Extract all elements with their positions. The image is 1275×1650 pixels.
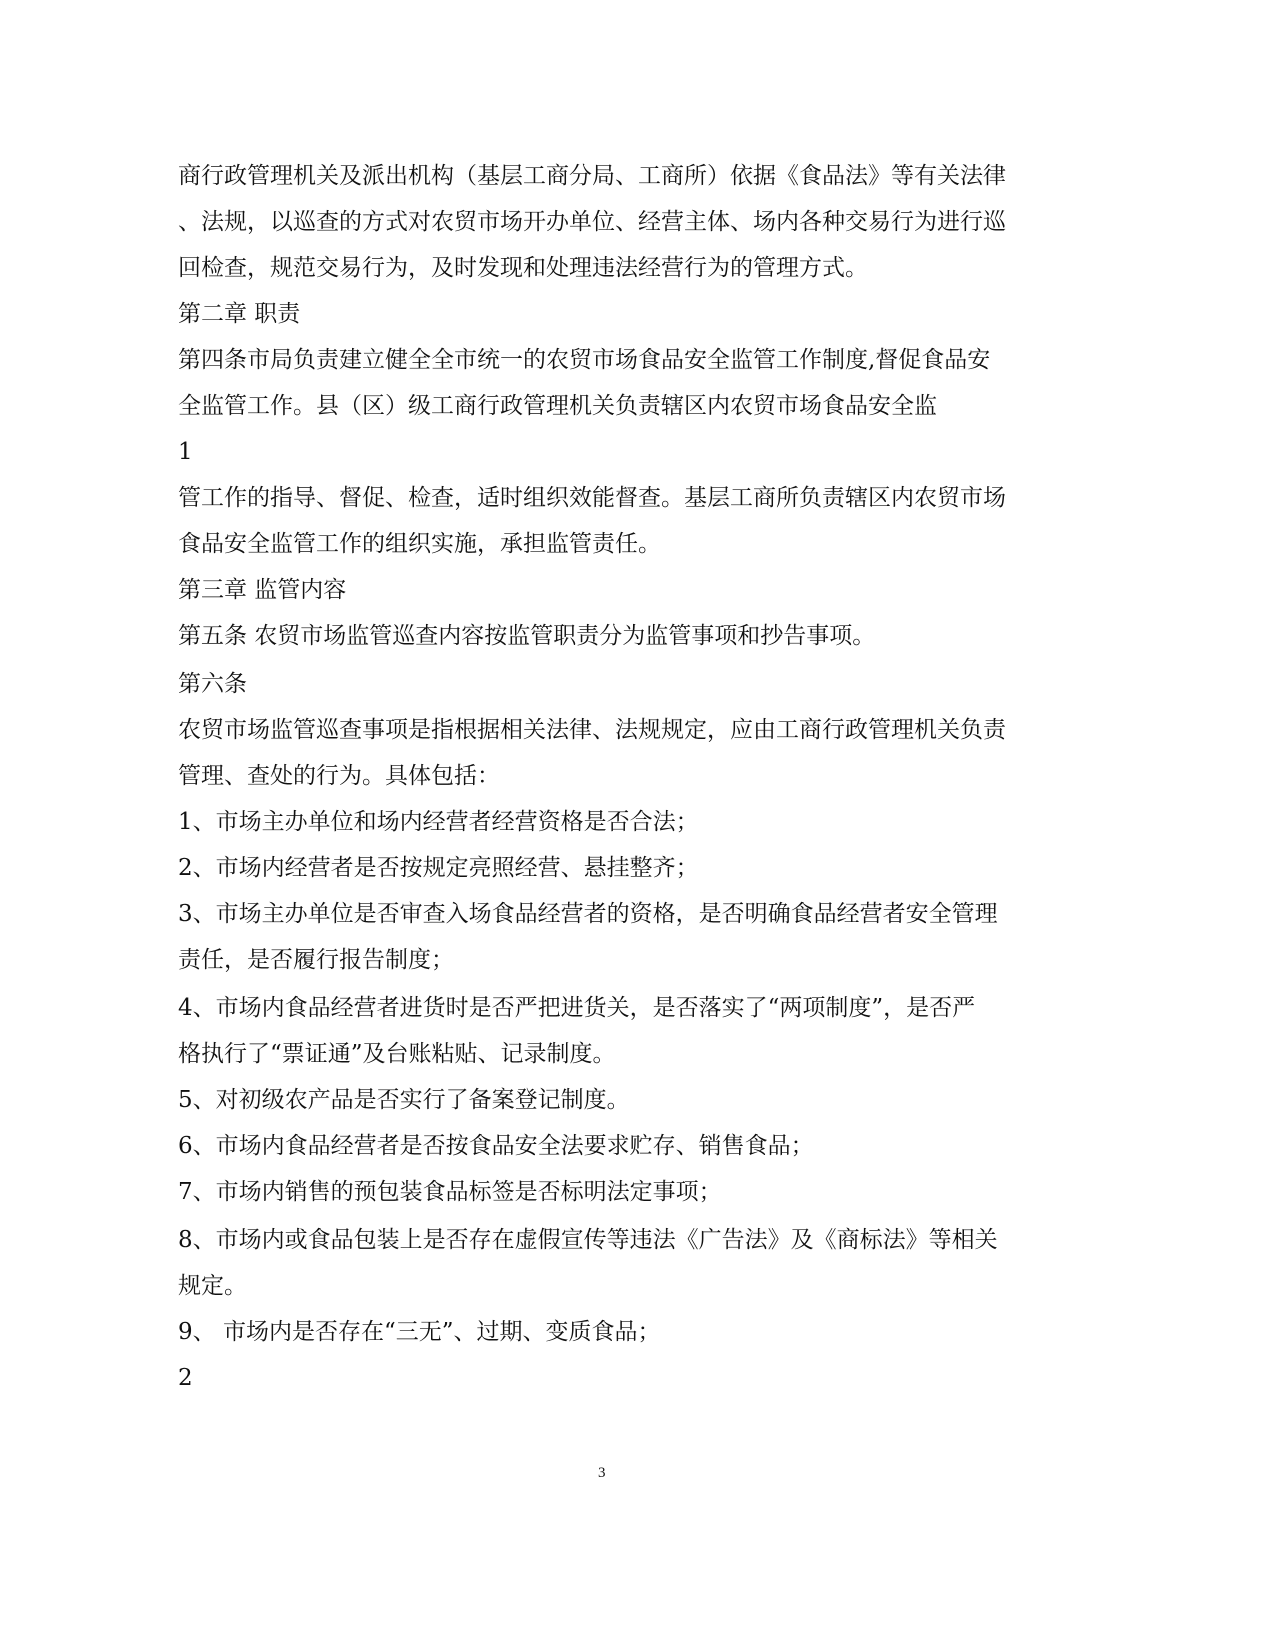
text-line: 回检查，规范交易行为，及时发现和处理违法经营行为的管理方式。: [178, 255, 868, 281]
text-line: 第五条 农贸市场监管巡查内容按监管职责分为监管事项和抄告事项。: [178, 623, 876, 649]
text-line: 、法规，以巡查的方式对农贸市场开办单位、经营主体、场内各种交易行为进行巡: [178, 209, 1006, 235]
text-line: 2、市场内经营者是否按规定亮照经营、悬挂整齐；: [178, 855, 699, 881]
text-line: 第六条: [178, 671, 247, 697]
text-line: 全监管工作。县（区）级工商行政管理机关负责辖区内农贸市场食品安全监: [178, 393, 937, 419]
text-line: 管工作的指导、督促、检查，适时组织效能督查。基层工商所负责辖区内农贸市场: [178, 485, 1006, 511]
text-line: 责任，是否履行报告制度；: [178, 947, 454, 973]
text-line: 4、市场内食品经营者进货时是否严把进货关，是否落实了“两项制度”，是否严: [178, 995, 976, 1021]
text-line: 规定。: [178, 1273, 247, 1299]
text-line: 3、市场主办单位是否审查入场食品经营者的资格，是否明确食品经营者安全管理: [178, 901, 998, 927]
page-number: 3: [598, 1465, 606, 1481]
inline-page-marker: 1: [178, 439, 193, 465]
text-line: 6、市场内食品经营者是否按食品安全法要求贮存、销售食品；: [178, 1133, 814, 1159]
text-line: 第二章 职责: [178, 301, 301, 327]
text-line: 1、市场主办单位和场内经营者经营资格是否合法；: [178, 809, 699, 835]
text-line: 9、 市场内是否存在“三无”、过期、变质食品；: [178, 1319, 661, 1345]
text-line: 第三章 监管内容: [178, 577, 347, 603]
text-line: 商行政管理机关及派出机构（基层工商分局、工商所）依据《食品法》等有关法律: [178, 163, 1006, 189]
text-line: 7、市场内销售的预包装食品标签是否标明法定事项；: [178, 1179, 722, 1205]
text-line: 格执行了“票证通”及台账粘贴、记录制度。: [178, 1041, 616, 1067]
text-line: 农贸市场监管巡查事项是指根据相关法律、法规规定，应由工商行政管理机关负责: [178, 717, 1006, 743]
text-line: 第四条市局负责建立健全全市统一的农贸市场食品安全监管工作制度,督促食品安: [178, 347, 991, 373]
text-line: 8、市场内或食品包装上是否存在虚假宣传等违法《广告法》及《商标法》等相关: [178, 1227, 998, 1253]
text-line: 食品安全监管工作的组织实施，承担监管责任。: [178, 531, 661, 557]
text-line: 管理、查处的行为。具体包括：: [178, 763, 500, 789]
text-line: 5、对初级农产品是否实行了备案登记制度。: [178, 1087, 630, 1113]
inline-page-marker: 2: [178, 1365, 193, 1391]
